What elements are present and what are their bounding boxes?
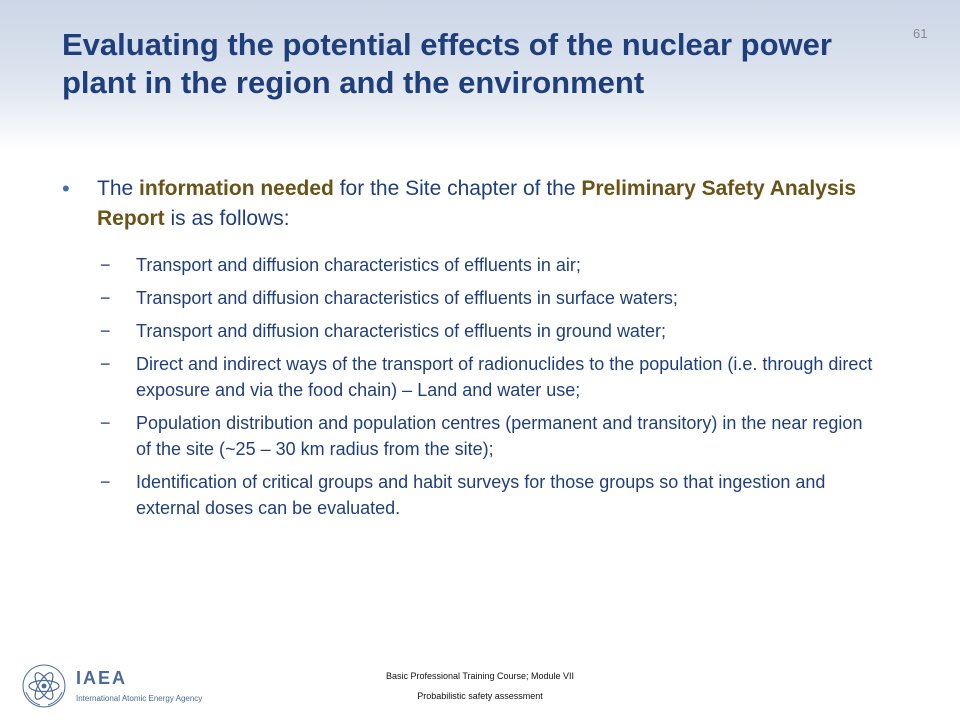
dash-marker: − — [100, 413, 111, 433]
list-item-text: Transport and diffusion characteristics of effluents in air; — [136, 255, 581, 275]
dash-marker: − — [100, 472, 111, 492]
list-item — [100, 252, 880, 278]
list-item — [100, 285, 880, 311]
list-item-text: Population distribution and population centres (permanent and transitory) in the near region of the site (~25 – 30 km radius from the site); — [136, 413, 863, 459]
list-item-text: Direct and indirect ways of the transport of radionuclides to the population (i.e. through direct exposure and via the food chain) – Land and water use; — [136, 354, 873, 400]
list-item-text: Identification of critical groups and habit surveys for those groups so that ingestion and external doses can be evaluated. — [136, 472, 826, 518]
footer-course: Basic Professional Training Course; Module VII — [385, 671, 575, 681]
slide-number: 61 — [913, 26, 928, 41]
intro-part-3: is as follows: — [164, 207, 290, 230]
intro-highlight-2: Preliminary Safety Analysis Report — [97, 177, 857, 230]
dash-marker: − — [100, 255, 111, 275]
dash-marker: − — [100, 321, 111, 341]
intro-part-2: for the Site chapter of the — [333, 177, 582, 200]
requirements-list — [100, 252, 880, 528]
dash-marker: − — [100, 288, 111, 308]
iaea-logo — [20, 662, 240, 712]
intro-highlight-1: information needed — [139, 177, 334, 200]
intro-text — [97, 174, 902, 234]
page-title: Evaluating the potential effects of the nuclear power plant in the region and the environment — [62, 27, 832, 100]
dash-marker: − — [100, 354, 111, 374]
logo-name: IAEA — [76, 668, 128, 688]
logo-subtitle: International Atomic Energy Agency — [76, 694, 203, 703]
list-item — [100, 351, 880, 403]
footer-topic: Probabilistic safety assessment — [417, 691, 543, 701]
bullet-icon: • — [62, 176, 70, 201]
atom-icon — [20, 662, 68, 710]
list-item — [100, 410, 880, 462]
list-item-text: Transport and diffusion characteristics of effluents in ground water; — [136, 321, 666, 341]
list-item-text: Transport and diffusion characteristics of effluents in surface waters; — [136, 288, 678, 308]
list-item — [100, 318, 880, 344]
list-item — [100, 469, 880, 521]
intro-paragraph — [62, 174, 902, 234]
intro-part-1: The — [97, 177, 140, 200]
